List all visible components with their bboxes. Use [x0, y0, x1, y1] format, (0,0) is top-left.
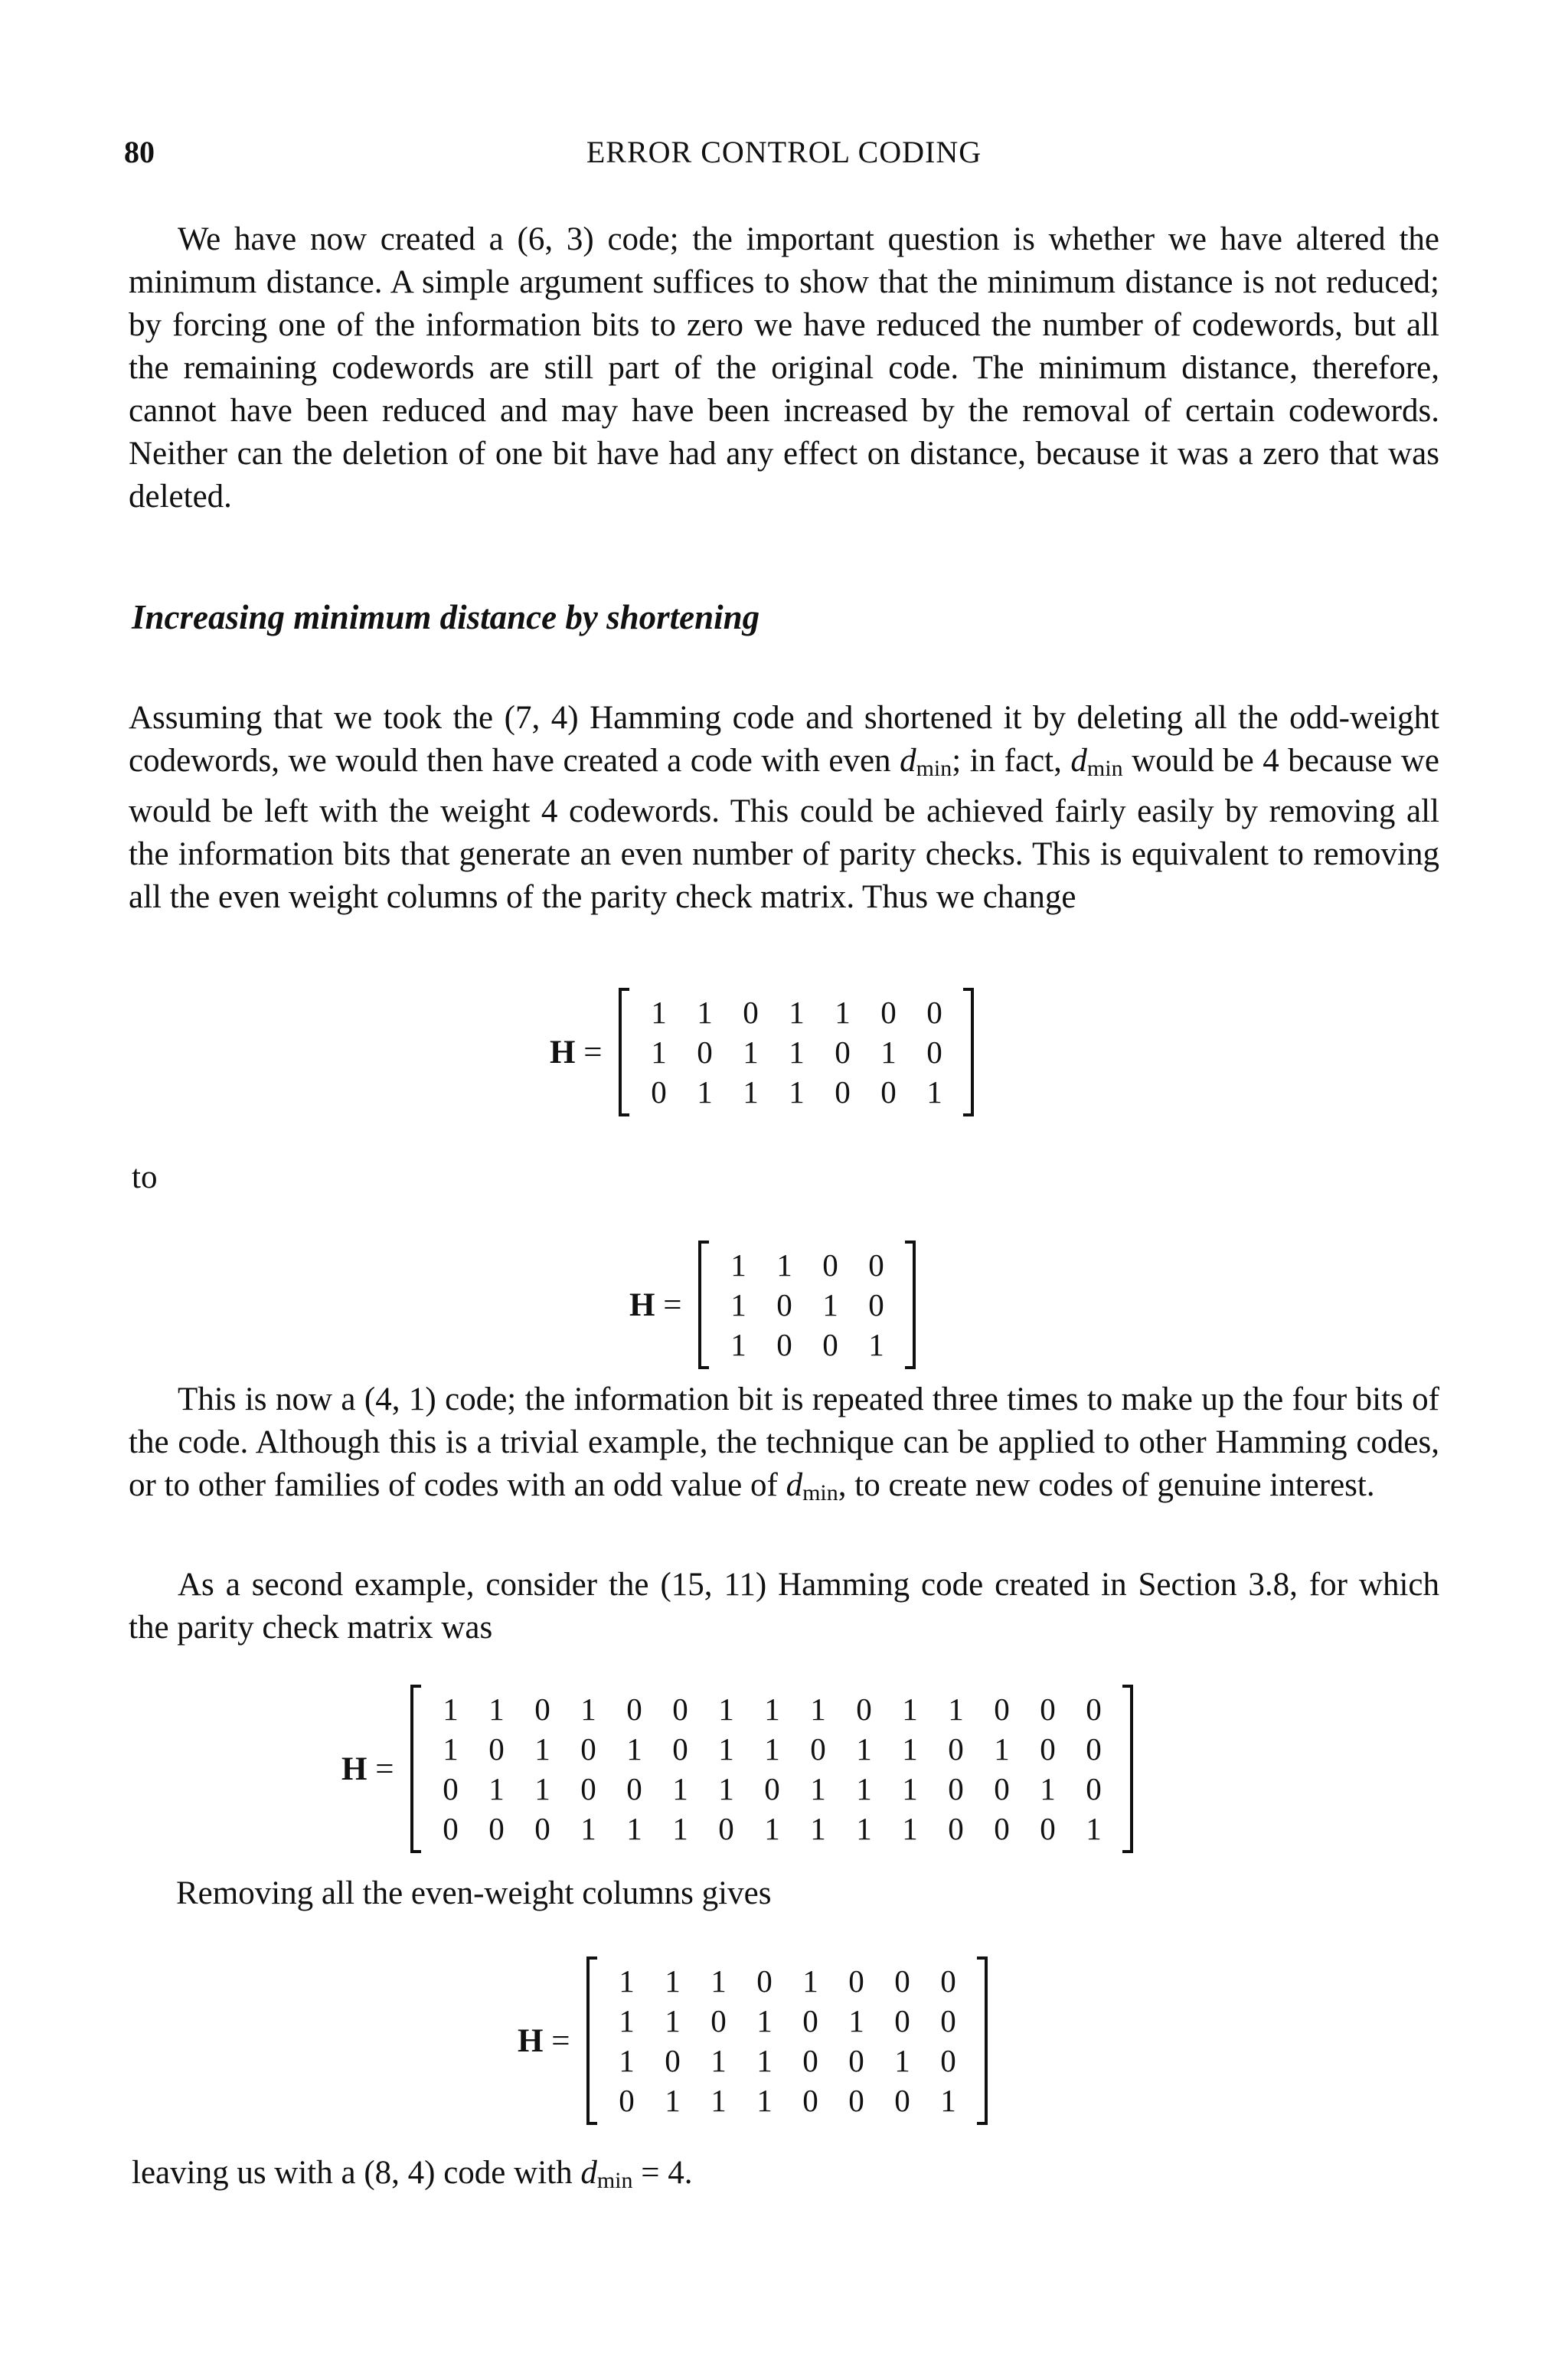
- matrix-cell: 0: [756, 1963, 773, 1999]
- matrix-cell: 0: [880, 1074, 897, 1110]
- matrix-cell: 1: [651, 1035, 667, 1070]
- matrix-cell: 0: [626, 1771, 642, 1806]
- matrix-cell: 0: [488, 1811, 505, 1846]
- paragraph-2-part1: Assuming that we took the (7, 4) Hamming code and shortened it by deleting all the odd-weight codewords, we would then have created a code with even: [129, 700, 1439, 779]
- matrix-row: [427, 1729, 1116, 1769]
- matrix-cell: 1: [665, 2083, 681, 2118]
- matrix-row: [635, 992, 957, 1032]
- matrix-cell: 1: [940, 2083, 956, 2118]
- matrix-cell: 0: [743, 995, 759, 1030]
- matrix-cell: 1: [902, 1771, 918, 1806]
- matrix-cell: 0: [848, 2043, 864, 2078]
- paragraph-1: We have now created a (6, 3) code; the important question is whether we have altered the minimum distance. A simple argument suffices to show that the minimum distance is not reduced; by forcing one of the information bits to zero we have reduced the number of codewords, but all the remaining codewords are still part of the original code. The minimum distance, therefore, cannot have been reduced and may have been increased by the removal of certain codewords. Neither can the deletion of one bit have had any effect on distance, because it was a zero that was deleted.: [129, 221, 1439, 515]
- matrix-cell: 1: [756, 2083, 773, 2118]
- final-line: [132, 2152, 693, 2202]
- matrix-cell: 1: [730, 1247, 746, 1283]
- matrix-cell: 0: [697, 1035, 713, 1070]
- matrix-row: [603, 2081, 971, 2120]
- paragraph-2-part2: ; in fact,: [952, 743, 1071, 779]
- matrix-cell: 0: [651, 1074, 667, 1110]
- final-line-part2: = 4.: [632, 2155, 693, 2191]
- paragraph-3: [129, 1378, 1439, 1515]
- matrix-cell: 1: [697, 1074, 713, 1110]
- matrix-cell: 0: [822, 1247, 838, 1283]
- matrix-cell: 1: [856, 1811, 872, 1846]
- matrix-label: H =: [550, 1034, 603, 1071]
- matrix-cell: 0: [880, 995, 897, 1030]
- matrix-cell: 0: [1086, 1692, 1102, 1727]
- matrix-row: [635, 1032, 957, 1072]
- matrix-cell: 0: [926, 995, 942, 1030]
- matrix-cell: 1: [948, 1692, 964, 1727]
- matrix-cell: 0: [926, 1035, 942, 1070]
- matrix-cell: 0: [948, 1771, 964, 1806]
- section-heading: Increasing minimum distance by shortening: [132, 598, 760, 636]
- matrix-cell: 0: [1086, 1771, 1102, 1806]
- matrix-cell: 0: [619, 2083, 635, 2118]
- matrix-cell: 1: [718, 1771, 734, 1806]
- matrix-cell: 0: [894, 1963, 910, 1999]
- matrix-row: [603, 2001, 971, 2041]
- matrix-cell: 1: [868, 1327, 884, 1362]
- running-head: ERROR CONTROL CODING: [586, 135, 982, 169]
- matrix-cell: 0: [718, 1811, 734, 1846]
- matrix-row: [715, 1285, 899, 1325]
- to-word: to: [132, 1159, 158, 1195]
- matrix-cell: 0: [856, 1692, 872, 1727]
- matrix-cell: 0: [835, 1035, 851, 1070]
- matrix-cell: 0: [710, 2003, 727, 2038]
- matrix-cell: 0: [488, 1731, 505, 1767]
- matrix-cell: 0: [1040, 1811, 1056, 1846]
- dmin-symbol: d: [786, 1467, 803, 1503]
- matrix-cell: 1: [789, 1035, 805, 1070]
- matrix-cell: 1: [710, 1963, 727, 1999]
- matrix-cell: 1: [776, 1247, 792, 1283]
- matrix-cell: 0: [443, 1771, 459, 1806]
- matrix-cell: 1: [718, 1731, 734, 1767]
- matrix-cell: 1: [443, 1731, 459, 1767]
- dmin-symbol: d: [580, 2155, 597, 2191]
- matrix-cell: 0: [835, 1074, 851, 1110]
- matrix-row: [427, 1769, 1116, 1809]
- matrix-cell: 1: [764, 1731, 780, 1767]
- matrix-cell: 1: [619, 1963, 635, 1999]
- matrix-cell: 0: [580, 1771, 596, 1806]
- matrix-cell: 1: [756, 2043, 773, 2078]
- matrix-cell: 1: [902, 1731, 918, 1767]
- matrix-cell: 1: [802, 1963, 818, 1999]
- matrix-cell: 1: [789, 1074, 805, 1110]
- matrix-3: [410, 1685, 1133, 1853]
- matrix-cell: 0: [948, 1731, 964, 1767]
- matrix-cell: 0: [848, 1963, 864, 1999]
- matrix-cell: 0: [776, 1327, 792, 1362]
- matrix-row: [427, 1689, 1116, 1729]
- matrix-cell: 0: [626, 1692, 642, 1727]
- matrix-cell: 1: [710, 2043, 727, 2078]
- matrix-row: [715, 1245, 899, 1285]
- matrix-cell: 1: [880, 1035, 897, 1070]
- matrix-cell: 0: [994, 1692, 1010, 1727]
- matrix-cell: 1: [856, 1771, 872, 1806]
- paragraph-3-part2: , to create new codes of genuine interest.: [838, 1467, 1375, 1503]
- dmin-subscript: min: [1086, 756, 1123, 781]
- matrix-cell: 0: [994, 1811, 1010, 1846]
- matrix-row: [603, 1961, 971, 2001]
- matrix-cell: 0: [994, 1771, 1010, 1806]
- paragraph-4: As a second example, consider the (15, 11) Hamming code created in Section 3.8, for which the parity check matrix was: [129, 1567, 1439, 1646]
- dmin-subscript: min: [596, 2168, 633, 2193]
- matrix-cell: 0: [948, 1811, 964, 1846]
- matrix-cell: 1: [902, 1692, 918, 1727]
- matrix-cell: 1: [743, 1035, 759, 1070]
- matrix-cell: 0: [802, 2043, 818, 2078]
- matrix-cell: 0: [443, 1811, 459, 1846]
- matrix-cell: 0: [810, 1731, 826, 1767]
- matrix-cell: 0: [534, 1692, 550, 1727]
- matrix-cell: 1: [994, 1731, 1010, 1767]
- matrix-cell: 0: [894, 2083, 910, 2118]
- matrix-cell: 1: [1086, 1811, 1102, 1846]
- matrix-4: [586, 1956, 988, 2125]
- matrix-cell: 1: [730, 1287, 746, 1322]
- matrix-cell: 1: [651, 995, 667, 1030]
- matrix-cell: 1: [848, 2003, 864, 2038]
- matrix-cell: 1: [619, 2003, 635, 2038]
- matrix-cell: 1: [626, 1731, 642, 1767]
- matrix-cell: 1: [672, 1771, 688, 1806]
- matrix-row: [715, 1325, 899, 1365]
- matrix-cell: 1: [580, 1811, 596, 1846]
- matrix-cell: 0: [1086, 1731, 1102, 1767]
- matrix-cell: 1: [443, 1692, 459, 1727]
- dmin-subscript: min: [916, 756, 952, 781]
- matrix-1: [619, 988, 974, 1116]
- dmin-subscript: min: [802, 1480, 838, 1505]
- matrix-cell: 0: [940, 1963, 956, 1999]
- matrix-cell: 1: [856, 1731, 872, 1767]
- matrix-cell: 1: [697, 995, 713, 1030]
- matrix-cell: 1: [810, 1811, 826, 1846]
- matrix-cell: 1: [835, 995, 851, 1030]
- matrix-cell: 0: [848, 2083, 864, 2118]
- matrix-4-equation: [518, 1956, 988, 2125]
- matrix-cell: 1: [665, 2003, 681, 2038]
- matrix-cell: 1: [764, 1811, 780, 1846]
- matrix-cell: 1: [1040, 1771, 1056, 1806]
- matrix-cell: 0: [940, 2003, 956, 2038]
- dmin-symbol: d: [900, 743, 916, 779]
- matrix-cell: 0: [764, 1771, 780, 1806]
- matrix-cell: 0: [868, 1247, 884, 1283]
- matrix-label: H =: [629, 1286, 682, 1323]
- matrix-cell: 1: [665, 1963, 681, 1999]
- matrix-cell: 1: [710, 2083, 727, 2118]
- matrix-3-equation: [341, 1685, 1133, 1853]
- matrix-cell: 0: [1040, 1731, 1056, 1767]
- matrix-cell: 0: [1040, 1692, 1056, 1727]
- matrix-cell: 0: [580, 1731, 596, 1767]
- matrix-cell: 0: [534, 1811, 550, 1846]
- matrix-cell: 0: [822, 1327, 838, 1362]
- matrix-cell: 1: [488, 1771, 505, 1806]
- matrix-cell: 1: [619, 2043, 635, 2078]
- page-number: 80: [124, 135, 155, 169]
- matrix-row: [603, 2041, 971, 2081]
- matrix-cell: 0: [802, 2083, 818, 2118]
- matrix-cell: 1: [810, 1692, 826, 1727]
- matrix-2: [698, 1241, 916, 1369]
- matrix-cell: 0: [868, 1287, 884, 1322]
- matrix-cell: 1: [534, 1771, 550, 1806]
- matrix-cell: 0: [802, 2003, 818, 2038]
- matrix-cell: 1: [789, 995, 805, 1030]
- matrix-cell: 1: [894, 2043, 910, 2078]
- removing-text: Removing all the even-weight columns gives: [176, 1875, 772, 1911]
- matrix-cell: 0: [940, 2043, 956, 2078]
- matrix-cell: 1: [764, 1692, 780, 1727]
- matrix-cell: 1: [756, 2003, 773, 2038]
- matrix-cell: 1: [534, 1731, 550, 1767]
- matrix-cell: 0: [672, 1731, 688, 1767]
- matrix-1-equation: [550, 988, 974, 1116]
- matrix-cell: 1: [822, 1287, 838, 1322]
- matrix-cell: 1: [810, 1771, 826, 1806]
- matrix-label: H =: [341, 1751, 394, 1787]
- paragraph-3-part1: This is now a (4, 1) code; the information bit is repeated three times to make up the four bits of the code. Although this is a trivial example, the technique can be applied to other Hamming codes, or to other families of codes with an odd value of: [129, 1381, 1439, 1503]
- matrix-cell: 1: [488, 1692, 505, 1727]
- matrix-cell: 1: [743, 1074, 759, 1110]
- matrix-cell: 1: [730, 1327, 746, 1362]
- matrix-row: [635, 1072, 957, 1112]
- matrix-cell: 1: [902, 1811, 918, 1846]
- matrix-cell: 1: [626, 1811, 642, 1846]
- matrix-cell: 1: [580, 1692, 596, 1727]
- matrix-cell: 1: [718, 1692, 734, 1727]
- matrix-cell: 1: [926, 1074, 942, 1110]
- dmin-symbol: d: [1070, 743, 1087, 779]
- matrix-cell: 1: [672, 1811, 688, 1846]
- matrix-cell: 0: [894, 2003, 910, 2038]
- paragraph-2: [129, 697, 1439, 919]
- final-line-part1: leaving us with a (8, 4) code with: [132, 2155, 581, 2191]
- matrix-2-equation: [629, 1241, 916, 1369]
- matrix-cell: 0: [776, 1287, 792, 1322]
- matrix-cell: 0: [672, 1692, 688, 1727]
- paragraph-2-part3: would be 4 because we would be left with the weight 4 codewords. This could be achieved fairly easily by removing all the information bits that generate an even number of parity checks. This is equivalent to removing all the even weight columns of the parity check matrix. Thus we change: [129, 743, 1439, 915]
- matrix-row: [427, 1809, 1116, 1849]
- matrix-cell: 0: [665, 2043, 681, 2078]
- matrix-label: H =: [518, 2022, 570, 2059]
